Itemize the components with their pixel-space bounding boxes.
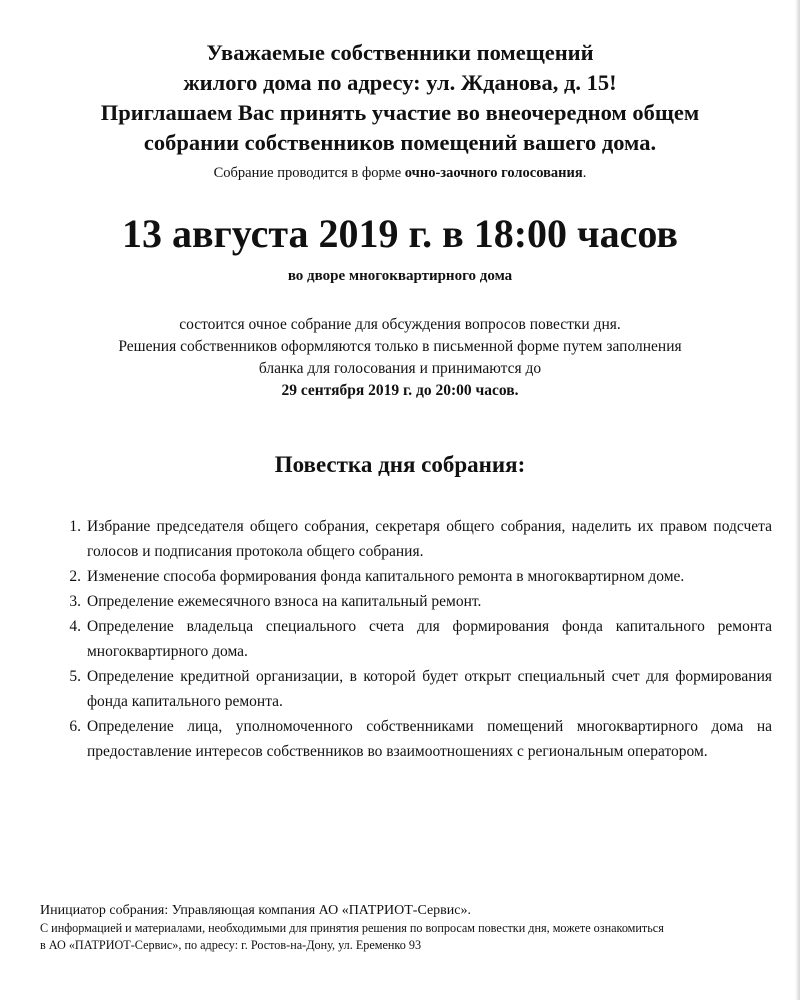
heading-line-3: Приглашаем Вас принять участие во внеочередном общем <box>100 100 700 125</box>
agenda-item <box>57 514 772 564</box>
voting-deadline: 29 сентября 2019 г. до 20:00 часов. <box>281 382 519 399</box>
agenda-item-number: 6. <box>69 718 81 735</box>
agenda-item <box>57 589 772 614</box>
agenda-item-text: Определение лица, уполномоченного собственниками помещений многоквартирного дома на предоставление интересов собственников во взаимоотношениях с региональным оператором. <box>87 718 772 760</box>
heading-line-1: Уважаемые собственники помещений <box>206 40 594 65</box>
meeting-format <box>0 165 800 182</box>
agenda-list <box>57 514 772 764</box>
agenda-item-text: Избрание председателя общего собрания, секретаря общего собрания, наделить их правом подсчета голосов и подписания протокола общего собрания. <box>87 518 772 560</box>
notice-heading <box>0 38 800 158</box>
format-prefix: Собрание проводится в форме <box>213 165 405 181</box>
agenda-item-number: 3. <box>69 593 81 610</box>
agenda-item-text: Определение кредитной организации, в которой будет открыт специальный счет для формирования фонда капитального ремонта. <box>87 668 772 710</box>
format-suffix: . <box>582 165 587 181</box>
info-note-line-2: в АО «ПАТРИОТ-Сервис», по адресу: г. Ростов-на-Дону, ул. Еременко 93 <box>40 938 422 952</box>
agenda-item-number: 4. <box>69 618 81 635</box>
format-highlight: очно-заочного голосования <box>404 165 583 181</box>
info-line-1: состоится очное собрание для обсуждения вопросов повестки дня. <box>179 316 621 333</box>
page-edge-shadow <box>795 0 800 1000</box>
heading-line-4: собрании собственников помещений вашего дома. <box>143 130 657 155</box>
agenda-item-number: 2. <box>69 568 81 585</box>
agenda-item-text: Определение владельца специального счета для формирования фонда капитального ремонта многоквартирного дома. <box>87 618 772 660</box>
agenda-item-text: Изменение способа формирования фонда капитального ремонта в многоквартирном доме. <box>87 568 685 585</box>
agenda-item <box>57 614 772 664</box>
meeting-info <box>0 314 800 402</box>
info-line-3: бланка для голосования и принимаются до <box>258 360 542 377</box>
agenda-item-number: 5. <box>69 668 81 685</box>
agenda-item-text: Определение ежемесячного взноса на капитальный ремонт. <box>87 593 482 610</box>
notice-footer <box>40 902 780 954</box>
meeting-datetime: 13 августа 2019 г. в 18:00 часов <box>122 211 678 256</box>
info-line-2: Решения собственников оформляются только в письменной форме путем заполнения <box>118 338 682 355</box>
agenda-item <box>57 714 772 764</box>
agenda-item <box>57 664 772 714</box>
agenda-item <box>57 564 772 589</box>
agenda-title: Повестка дня собрания: <box>274 452 526 477</box>
agenda-item-number: 1. <box>69 518 81 535</box>
meeting-location: во дворе многоквартирного дома <box>287 268 513 284</box>
meeting-initiator: Инициатор собрания: Управляющая компания АО «ПАТРИОТ-Сервис». <box>40 903 471 918</box>
heading-line-2: жилого дома по адресу: ул. Жданова, д. 15! <box>183 70 617 95</box>
info-note-line-1: С информацией и материалами, необходимыми для принятия решения по вопросам повестки дня, можете ознакомиться <box>40 921 664 935</box>
